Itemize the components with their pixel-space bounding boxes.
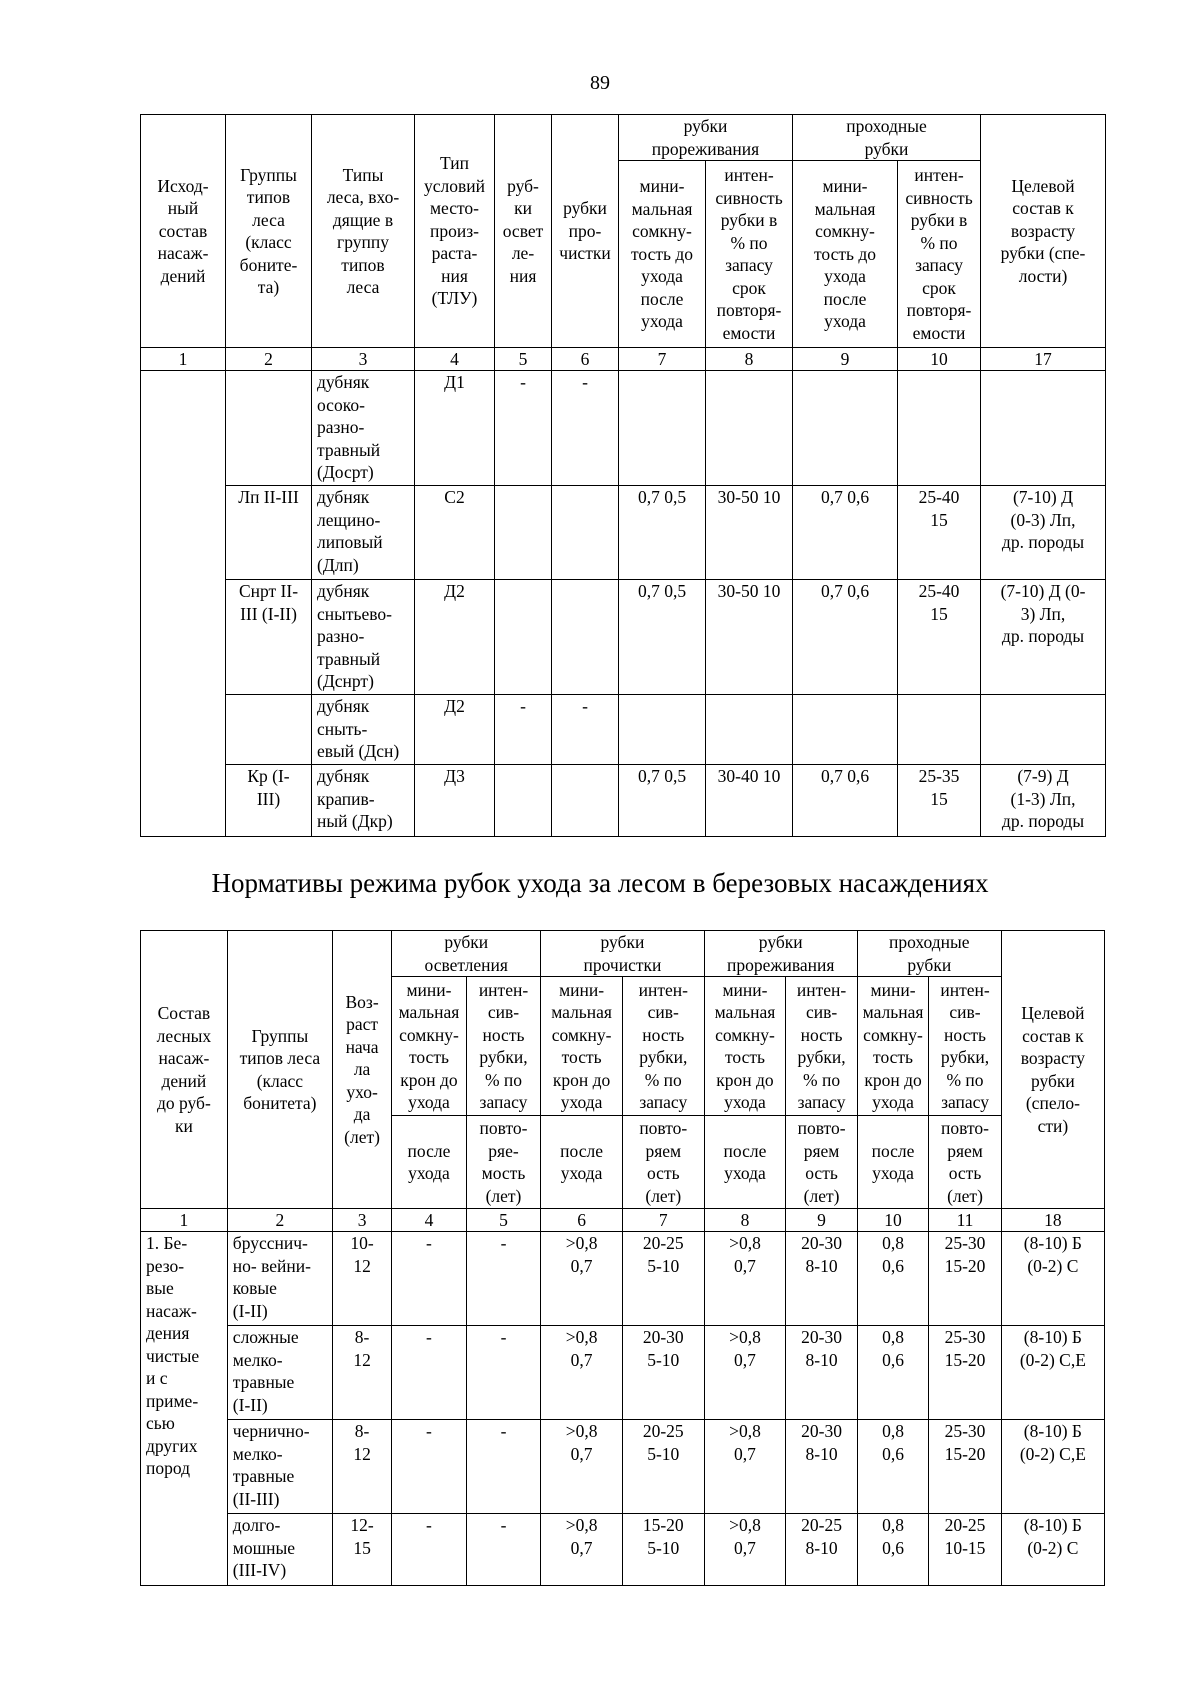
column-number: 4 — [415, 348, 495, 371]
table-cell: дубняк снытьево- разно- травный (Дснрт) — [312, 580, 415, 695]
column-number: 11 — [929, 1209, 1002, 1232]
table-cell — [552, 765, 619, 837]
header-repeat-interval: повто- ряе- мость (лет) — [466, 1116, 541, 1209]
table-cell: - — [466, 1514, 541, 1586]
table-cell: 25-40 15 — [898, 580, 981, 695]
column-number: 10 — [898, 348, 981, 371]
table-cell — [226, 695, 312, 765]
table-cell: (7-9) Д (1-3) Лп, др. породы — [981, 765, 1106, 837]
table-cell: - — [392, 1232, 467, 1326]
table-cell — [706, 371, 793, 486]
table-cell: 12- 15 — [332, 1514, 391, 1586]
table-cell: - — [392, 1420, 467, 1514]
table-cell: 0,7 0,6 — [793, 486, 898, 580]
header-min-density: мини- мальная сомкну- тость крон до ухода — [704, 977, 786, 1116]
table-cell: >0,8 0,7 — [704, 1232, 786, 1326]
header-initial-composition: Исход- ный состав насаж- дений — [141, 115, 226, 348]
table-cell: 20-25 8-10 — [786, 1514, 857, 1586]
table-cell: 8- 12 — [332, 1326, 391, 1420]
table-cell: дубняк осоко- разно- травный (Досрт) — [312, 371, 415, 486]
header-site-conditions: Тип условий место- произ- раста- ния (ТЛУ) — [415, 115, 495, 348]
column-number: 9 — [786, 1209, 857, 1232]
header-intensity: интен- сив- ность рубки, % по запасу — [622, 977, 704, 1116]
header-target-composition: Целевой состав к возрасту рубки (спе- лости) — [981, 115, 1106, 348]
table-cell: (8-10) Б (0-2) С — [1001, 1514, 1104, 1586]
header-after-care: после ухода — [392, 1116, 467, 1209]
table-cell: Лп II-III — [226, 486, 312, 580]
column-number: 6 — [552, 348, 619, 371]
table-cell — [552, 486, 619, 580]
table-cell: 20-25 5-10 — [622, 1420, 704, 1514]
table-cell: дубняк сныть- евый (Дсн) — [312, 695, 415, 765]
table-cell: 20-25 5-10 — [622, 1232, 704, 1326]
table-cell: 0,8 0,6 — [857, 1420, 928, 1514]
section-title: Нормативы режима рубок ухода за лесом в березовых насаждениях — [211, 868, 989, 898]
table-row — [141, 580, 1106, 695]
header-release-cutting: руб- ки освет ле- ния — [495, 115, 552, 348]
header-intensity: интен- сив- ность рубки, % по запасу — [786, 977, 857, 1116]
table-cell: С2 — [415, 486, 495, 580]
column-number: 8 — [706, 348, 793, 371]
table-cell: - — [392, 1326, 467, 1420]
header-thinning-group: рубки прореживания — [704, 931, 857, 977]
header-after-care: после ухода — [857, 1116, 928, 1209]
table-cell: 0,7 0,5 — [619, 580, 706, 695]
header-min-density: мини- мальная сомкну- тость крон до ухода — [857, 977, 928, 1116]
table-cell — [495, 765, 552, 837]
table-cell: >0,8 0,7 — [541, 1420, 623, 1514]
table-cell — [552, 580, 619, 695]
table-cell: 0,7 0,5 — [619, 486, 706, 580]
header-stand-composition: Состав лесных насаж- дений до руб- ки — [141, 931, 228, 1209]
table-cell — [793, 371, 898, 486]
header-forest-types: Типы леса, вхо- дящие в группу типов леса — [312, 115, 415, 348]
table-cell: >0,8 0,7 — [704, 1420, 786, 1514]
table-cell: 20-30 8-10 — [786, 1326, 857, 1420]
table-header-row — [141, 931, 1105, 977]
table-cell: - — [392, 1514, 467, 1586]
table-cell: долго- мошные (III-IV) — [227, 1514, 332, 1586]
table-cell: 25-40 15 — [898, 486, 981, 580]
header-cleaning-cutting: рубки про- чистки — [552, 115, 619, 348]
table-row — [141, 1420, 1105, 1514]
header-intensity: интен- сив- ность рубки, % по запасу — [929, 977, 1002, 1116]
table-cell: 20-30 8-10 — [786, 1420, 857, 1514]
table-cell: Д2 — [415, 580, 495, 695]
header-min-density: мини- мальная сомкну- тость крон до ухода — [392, 977, 467, 1116]
header-thinning-group: рубки прореживания — [619, 115, 793, 161]
table-cell: 20-30 8-10 — [786, 1232, 857, 1326]
header-min-density: мини- мальная сомкну- тость до ухода после ухода — [793, 161, 898, 348]
column-number: 2 — [226, 348, 312, 371]
oak-stands-table — [140, 114, 1106, 837]
column-number: 6 — [541, 1209, 623, 1232]
table-cell: чернично- мелко- травные (II-III) — [227, 1420, 332, 1514]
table-cell — [141, 371, 226, 837]
table-cell — [706, 695, 793, 765]
header-after-care: после ухода — [704, 1116, 786, 1209]
table-cell — [495, 580, 552, 695]
table-cell: (8-10) Б (0-2) С — [1001, 1232, 1104, 1326]
table-cell — [226, 371, 312, 486]
table-cell — [981, 695, 1106, 765]
header-forest-type-groups: Группы типов леса (класс боните- та) — [226, 115, 312, 348]
header-intensity: интен- сивность рубки в % по запасу срок повторя- емости — [898, 161, 981, 348]
table-cell: (7-10) Д (0-3) Лп, др. породы — [981, 486, 1106, 580]
table-row — [141, 486, 1106, 580]
header-commercial-thinning-group: проходные рубки — [857, 931, 1001, 977]
column-number: 1 — [141, 1209, 228, 1232]
column-number: 10 — [857, 1209, 928, 1232]
table-header-row — [141, 115, 1106, 161]
table-cell: - — [552, 371, 619, 486]
stand-group-label: 1. Бе- резо- вые насаж- дения чистые и с приме- сью других пород — [141, 1232, 228, 1586]
table-cell: - — [495, 695, 552, 765]
table-cell: Снрт II- III (I-II) — [226, 580, 312, 695]
header-repeat-interval: повто- ряем ость (лет) — [622, 1116, 704, 1209]
table-cell: дубняк крапив- ный (Дкр) — [312, 765, 415, 837]
table-cell: Д2 — [415, 695, 495, 765]
header-repeat-interval: повто- ряем ость (лет) — [929, 1116, 1002, 1209]
table-row — [141, 371, 1106, 486]
table-cell: 30-40 10 — [706, 765, 793, 837]
table-cell: - — [495, 371, 552, 486]
table-cell: (8-10) Б (0-2) С,Е — [1001, 1420, 1104, 1514]
table-cell — [495, 486, 552, 580]
table-cell: 30-50 10 — [706, 486, 793, 580]
header-start-age: Воз- раст нача ла ухо- да (лет) — [332, 931, 391, 1209]
table-cell: 0,8 0,6 — [857, 1232, 928, 1326]
table-cell: Кр (I- III) — [226, 765, 312, 837]
header-intensity: интен- сивность рубки в % по запасу срок повторя- емости — [706, 161, 793, 348]
table-cell: >0,8 0,7 — [541, 1232, 623, 1326]
header-commercial-thinning-group: проходные рубки — [793, 115, 981, 161]
table-cell: 0,7 0,6 — [793, 765, 898, 837]
table-cell: 0,8 0,6 — [857, 1326, 928, 1420]
header-target-composition: Целевой состав к возрасту рубки (спело- сти) — [1001, 931, 1104, 1209]
table-cell: 8- 12 — [332, 1420, 391, 1514]
table-row — [141, 1514, 1105, 1586]
header-release-cutting-group: рубки осветления — [392, 931, 541, 977]
column-number: 7 — [619, 348, 706, 371]
table-row — [141, 695, 1106, 765]
table-cell: брусснич- но- вейни- ковые (I-II) — [227, 1232, 332, 1326]
header-cleaning-cutting-group: рубки прочистки — [541, 931, 704, 977]
table-row — [141, 765, 1106, 837]
table-cell: >0,8 0,7 — [704, 1514, 786, 1586]
column-number: 7 — [622, 1209, 704, 1232]
table-cell: - — [466, 1420, 541, 1514]
table-cell: >0,8 0,7 — [541, 1326, 623, 1420]
table-cell: 0,8 0,6 — [857, 1514, 928, 1586]
table-cell — [793, 695, 898, 765]
table-cell: - — [552, 695, 619, 765]
table-cell: - — [466, 1326, 541, 1420]
column-numbers-row — [141, 1209, 1105, 1232]
table-cell — [898, 371, 981, 486]
header-intensity: интен- сив- ность рубки, % по запасу — [466, 977, 541, 1116]
table-cell: 0,7 0,5 — [619, 765, 706, 837]
column-number: 18 — [1001, 1209, 1104, 1232]
table-cell: Д1 — [415, 371, 495, 486]
header-min-density: мини- мальная сомкну- тость до ухода после ухода — [619, 161, 706, 348]
header-min-density: мини- мальная сомкну- тость крон до ухода — [541, 977, 623, 1116]
page-number: 89 — [590, 72, 610, 94]
column-number: 4 — [392, 1209, 467, 1232]
table-cell — [898, 695, 981, 765]
column-number: 2 — [227, 1209, 332, 1232]
column-number: 5 — [495, 348, 552, 371]
column-numbers-row — [141, 348, 1106, 371]
table-cell: 20-25 10-15 — [929, 1514, 1002, 1586]
table-cell — [619, 695, 706, 765]
table-cell: 0,7 0,6 — [793, 580, 898, 695]
birch-stands-table — [140, 930, 1105, 1586]
table-row — [141, 1232, 1105, 1326]
column-number: 9 — [793, 348, 898, 371]
table-cell — [981, 371, 1106, 486]
table-cell: дубняк лещино- липовый (Длп) — [312, 486, 415, 580]
table-cell: 30-50 10 — [706, 580, 793, 695]
table-cell: (8-10) Б (0-2) С,Е — [1001, 1326, 1104, 1420]
table-cell: 25-35 15 — [898, 765, 981, 837]
table-cell: 25-30 15-20 — [929, 1326, 1002, 1420]
header-after-care: после ухода — [541, 1116, 623, 1209]
table-cell: 25-30 15-20 — [929, 1420, 1002, 1514]
table-row — [141, 1326, 1105, 1420]
column-number: 1 — [141, 348, 226, 371]
table-cell: >0,8 0,7 — [704, 1326, 786, 1420]
table-cell: >0,8 0,7 — [541, 1514, 623, 1586]
header-forest-type-groups: Группы типов леса (класс бонитета) — [227, 931, 332, 1209]
header-repeat-interval: повто- ряем ость (лет) — [786, 1116, 857, 1209]
table-cell: 20-30 5-10 — [622, 1326, 704, 1420]
table-cell: (7-10) Д (0- 3) Лп, др. породы — [981, 580, 1106, 695]
column-number: 17 — [981, 348, 1106, 371]
column-number: 3 — [312, 348, 415, 371]
table-cell: Д3 — [415, 765, 495, 837]
table-cell: 15-20 5-10 — [622, 1514, 704, 1586]
table-cell: 25-30 15-20 — [929, 1232, 1002, 1326]
table-cell: 10- 12 — [332, 1232, 391, 1326]
table-cell: сложные мелко- травные (I-II) — [227, 1326, 332, 1420]
column-number: 8 — [704, 1209, 786, 1232]
table-cell — [619, 371, 706, 486]
table-cell: - — [466, 1232, 541, 1326]
column-number: 5 — [466, 1209, 541, 1232]
column-number: 3 — [332, 1209, 391, 1232]
